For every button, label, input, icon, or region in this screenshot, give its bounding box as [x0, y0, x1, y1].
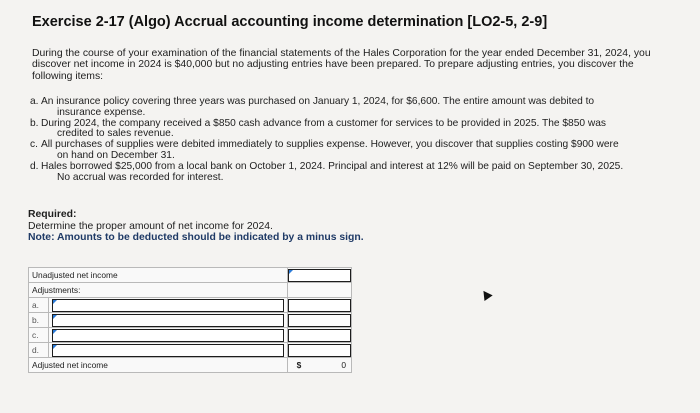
description-input-d[interactable] — [52, 344, 284, 357]
adjusted-label: Adjusted net income — [29, 358, 288, 373]
items-list — [30, 97, 675, 184]
row-letter: b. — [29, 313, 49, 328]
required-section — [28, 209, 364, 244]
adjusted-amount-cell — [288, 358, 352, 373]
amount-input-c[interactable] — [288, 329, 351, 342]
description-input-a[interactable] — [52, 299, 284, 312]
table-row — [29, 343, 352, 358]
amount-cell — [288, 343, 352, 358]
amount-cell — [288, 298, 352, 313]
adjustments-blank-cell — [288, 283, 352, 298]
unadjusted-label: Unadjusted net income — [29, 268, 288, 283]
required-note: Note: Amounts to be deducted should be indicated by a minus sign. — [28, 232, 364, 243]
description-input-c[interactable] — [52, 329, 284, 342]
table-row-adjustments-header — [29, 283, 352, 298]
table-row-unadjusted — [29, 268, 352, 283]
net-income-table — [28, 267, 352, 373]
amount-cell — [288, 313, 352, 328]
item-d — [30, 162, 675, 183]
adjusted-value: 0 — [341, 360, 346, 370]
description-cell — [49, 328, 288, 343]
intro-paragraph: During the course of your examination of the financial statements of the Hales Corporation for the year ended December 31, 2024, you discover net income in 2024 is $40,000 but no adjusting entries have been prepared. To prepare adjusting entries, you discover the following items: — [32, 48, 651, 82]
item-text-line1: Hales borrowed $25,000 from a local bank on October 1, 2024. Principal and interest at 12% will be paid on September 30, 2025. — [41, 161, 624, 173]
item-letter: d. — [30, 161, 39, 173]
item-text-line2: on hand on December 31. — [57, 149, 175, 161]
item-text-line2: credited to sales revenue. — [57, 128, 174, 140]
amount-cell — [288, 328, 352, 343]
table-row — [29, 298, 352, 313]
amount-input-a[interactable] — [288, 299, 351, 312]
row-letter: d. — [29, 343, 49, 358]
mouse-pointer-icon — [479, 288, 492, 301]
table-row-adjusted — [29, 358, 352, 373]
item-a — [30, 97, 675, 118]
description-cell — [49, 313, 288, 328]
item-text-line1: During 2024, the company received a $850 cash advance from a customer for services to be provided in 2025. The $850 was — [41, 117, 606, 129]
required-heading: Required: — [28, 209, 77, 220]
item-letter: b. — [30, 117, 39, 129]
unadjusted-amount-cell — [288, 268, 352, 283]
description-cell — [49, 298, 288, 313]
adjustments-label: Adjustments: — [29, 283, 288, 298]
amount-input-b[interactable] — [288, 314, 351, 327]
amount-input-d[interactable] — [288, 344, 351, 357]
item-c — [30, 140, 675, 161]
exercise-title: Exercise 2-17 (Algo) Accrual accounting income determination [LO2-5, 2-9] — [32, 14, 548, 30]
item-letter: c. — [30, 139, 38, 151]
unadjusted-amount-input[interactable] — [288, 269, 351, 282]
table-row — [29, 313, 352, 328]
description-cell — [49, 343, 288, 358]
row-letter: c. — [29, 328, 49, 343]
table-row — [29, 328, 352, 343]
item-text-line2: No accrual was recorded for interest. — [57, 171, 224, 183]
description-input-b[interactable] — [52, 314, 284, 327]
item-b — [30, 119, 675, 140]
item-text-line1: All purchases of supplies were debited immediately to supplies expense. However, you discover that supplies costing $900 were — [41, 139, 619, 151]
item-letter: a. — [30, 96, 39, 107]
row-letter: a. — [29, 298, 49, 313]
item-text-line1: An insurance policy covering three years was purchased on January 1, 2024, for $6,600. The entire amount was debited to — [41, 96, 595, 107]
item-text-line2: insurance expense. — [57, 106, 146, 118]
currency-symbol: $ — [296, 360, 302, 370]
required-text: Determine the proper amount of net income for 2024. — [28, 220, 273, 232]
